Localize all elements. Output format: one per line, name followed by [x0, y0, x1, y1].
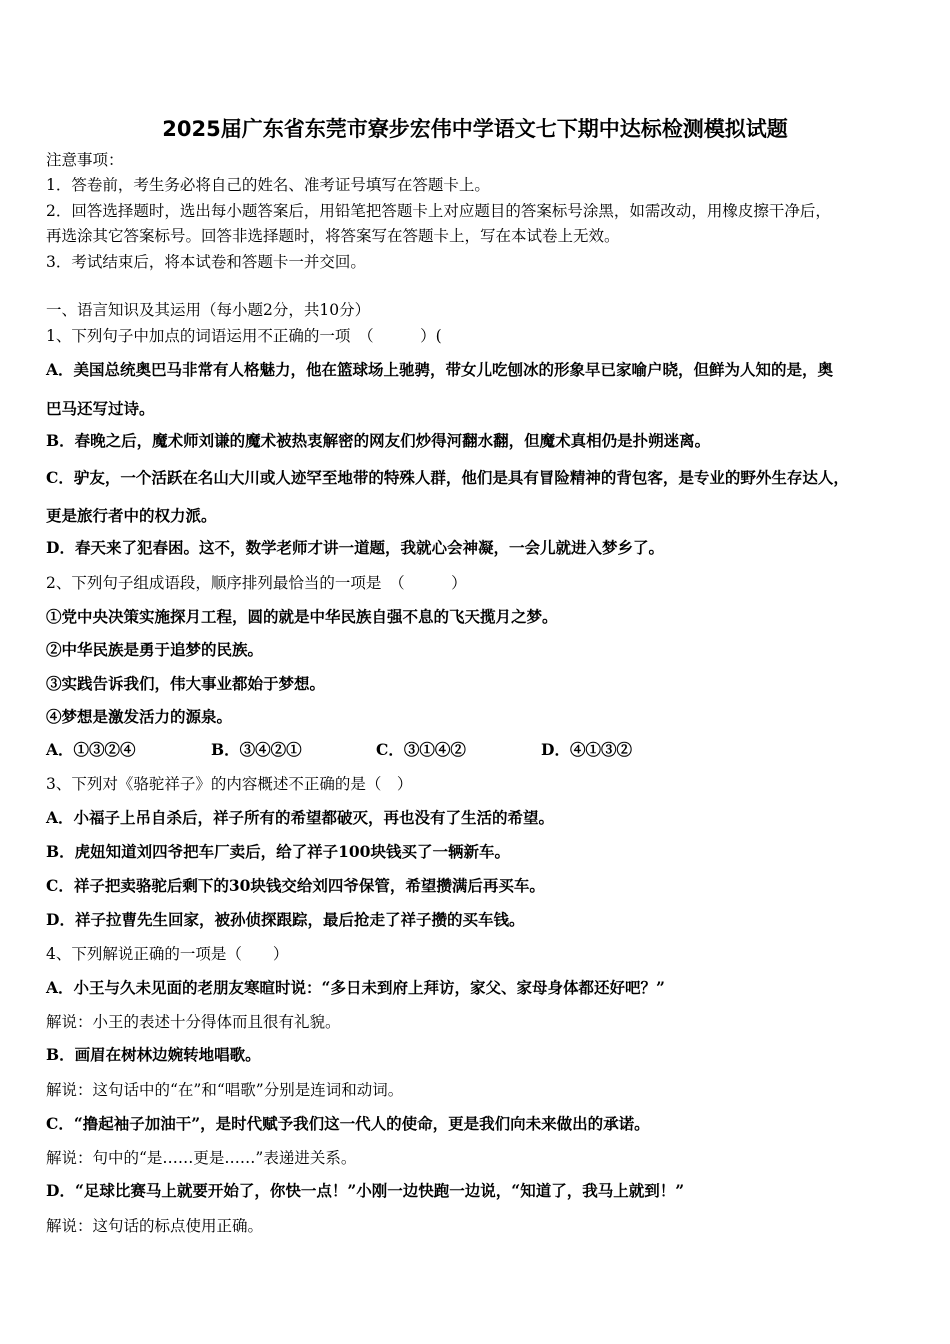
question-2-options [46, 740, 706, 760]
section-heading: 一、语言知识及其运用（每小题2分，共10分） [46, 301, 371, 319]
question-4-explanation-b: 解说：这句话中的“在”和“唱歌”分别是连词和动词。 [46, 1081, 404, 1099]
notice-heading: 注意事项： [46, 151, 124, 169]
question-1-option-a: A．美国总统奥巴马非常有人格魅力，他在篮球场上驰骋，带女儿吃刨冰的形象早已家喻户晓，但鲜为人知的是，奥 [46, 360, 834, 379]
question-4-option-d: D．“足球比赛马上就要开始了，你快一点！”小刚一边快跑一边说，“知道了，我马上就到！” [46, 1181, 685, 1200]
question-2-option-d: D．④①③② [541, 740, 632, 759]
notice-item: 再选涂其它答案标号。回答非选择题时，将答案写在答题卡上，写在本试卷上无效。 [46, 227, 620, 245]
question-3-option-a: A．小福子上吊自杀后，祥子所有的希望都破灭，再也没有了生活的希望。 [46, 808, 555, 827]
question-2-sentence: ③实践告诉我们，伟大事业都始于梦想。 [46, 674, 326, 693]
question-3-option-b: B．虎妞知道刘四爷把车厂卖后，给了祥子100块钱买了一辆新车。 [46, 842, 510, 861]
question-2-sentence: ②中华民族是勇于追梦的民族。 [46, 640, 264, 659]
question-2-option-b: B．③④②① [211, 740, 302, 759]
question-2-sentence: ④梦想是激发活力的源泉。 [46, 707, 233, 726]
question-4-stem: 4、下列解说正确的一项是（ ） [46, 945, 289, 963]
question-2-sentence: ①党中央决策实施探月工程，圆的就是中华民族自强不息的飞天揽月之梦。 [46, 607, 558, 626]
notice-item: 1．答卷前，考生务必将自己的姓名、准考证号填写在答题卡上。 [46, 176, 490, 194]
notice-item: 3．考试结束后，将本试卷和答题卡一并交回。 [46, 253, 366, 271]
notice-item: 2．回答选择题时，选出每小题答案后，用铅笔把答题卡上对应题目的答案标号涂黑，如需改动，用橡皮擦干净后， [46, 202, 831, 220]
question-2-stem: 2、下列句子组成语段，顺序排列最恰当的一项是 （ ） [46, 574, 467, 592]
question-1-option-c-cont: 更是旅行者中的权力派。 [46, 506, 217, 525]
question-1-option-a-cont: 巴马还写过诗。 [46, 399, 155, 418]
question-2-option-a: A．①③②④ [46, 740, 136, 759]
question-4-option-b: B．画眉在树林边婉转地唱歌。 [46, 1045, 261, 1064]
question-4-option-a: A．小王与久未见面的老朋友寒暄时说：“多日未到府上拜访，家父、家母身体都还好吧？” [46, 978, 665, 997]
question-1-option-d: D．春天来了犯春困。这不，数学老师才讲一道题，我就心会神凝，一会儿就进入梦乡了。 [46, 538, 664, 557]
question-4-explanation-c: 解说：句中的“是……更是……”表递进关系。 [46, 1149, 357, 1167]
question-4-option-c: C．“撸起袖子加油干”，是时代赋予我们这一代人的使命，更是我们向未来做出的承诺。 [46, 1114, 650, 1133]
question-4-explanation-d: 解说：这句话的标点使用正确。 [46, 1217, 264, 1235]
question-3-stem: 3、下列对《骆驼祥子》的内容概述不正确的是（ ） [46, 775, 413, 793]
question-3-option-d: D．祥子拉曹先生回家，被孙侦探跟踪，最后抢走了祥子攒的买车钱。 [46, 910, 525, 929]
page-title: 2025届广东省东莞市寮步宏伟中学语文七下期中达标检测模拟试题 [162, 117, 788, 141]
question-3-option-c: C．祥子把卖骆驼后剩下的30块钱交给刘四爷保管，希望攒满后再买车。 [46, 876, 545, 895]
question-1-option-b: B．春晚之后，魔术师刘谦的魔术被热衷解密的网友们炒得河翻水翻，但魔术真相仍是扑朔迷离。 [46, 431, 711, 450]
question-4-explanation-a: 解说：小王的表述十分得体而且很有礼貌。 [46, 1013, 341, 1031]
question-1-stem: 1、下列句子中加点的词语运用不正确的一项 （ ）( [46, 327, 442, 345]
question-1-option-c: C．驴友，一个活跃在名山大川或人迹罕至地带的特殊人群，他们是具有冒险精神的背包客，是专业的野外生存达人， [46, 468, 849, 487]
question-2-option-c: C．③①④② [376, 740, 466, 759]
